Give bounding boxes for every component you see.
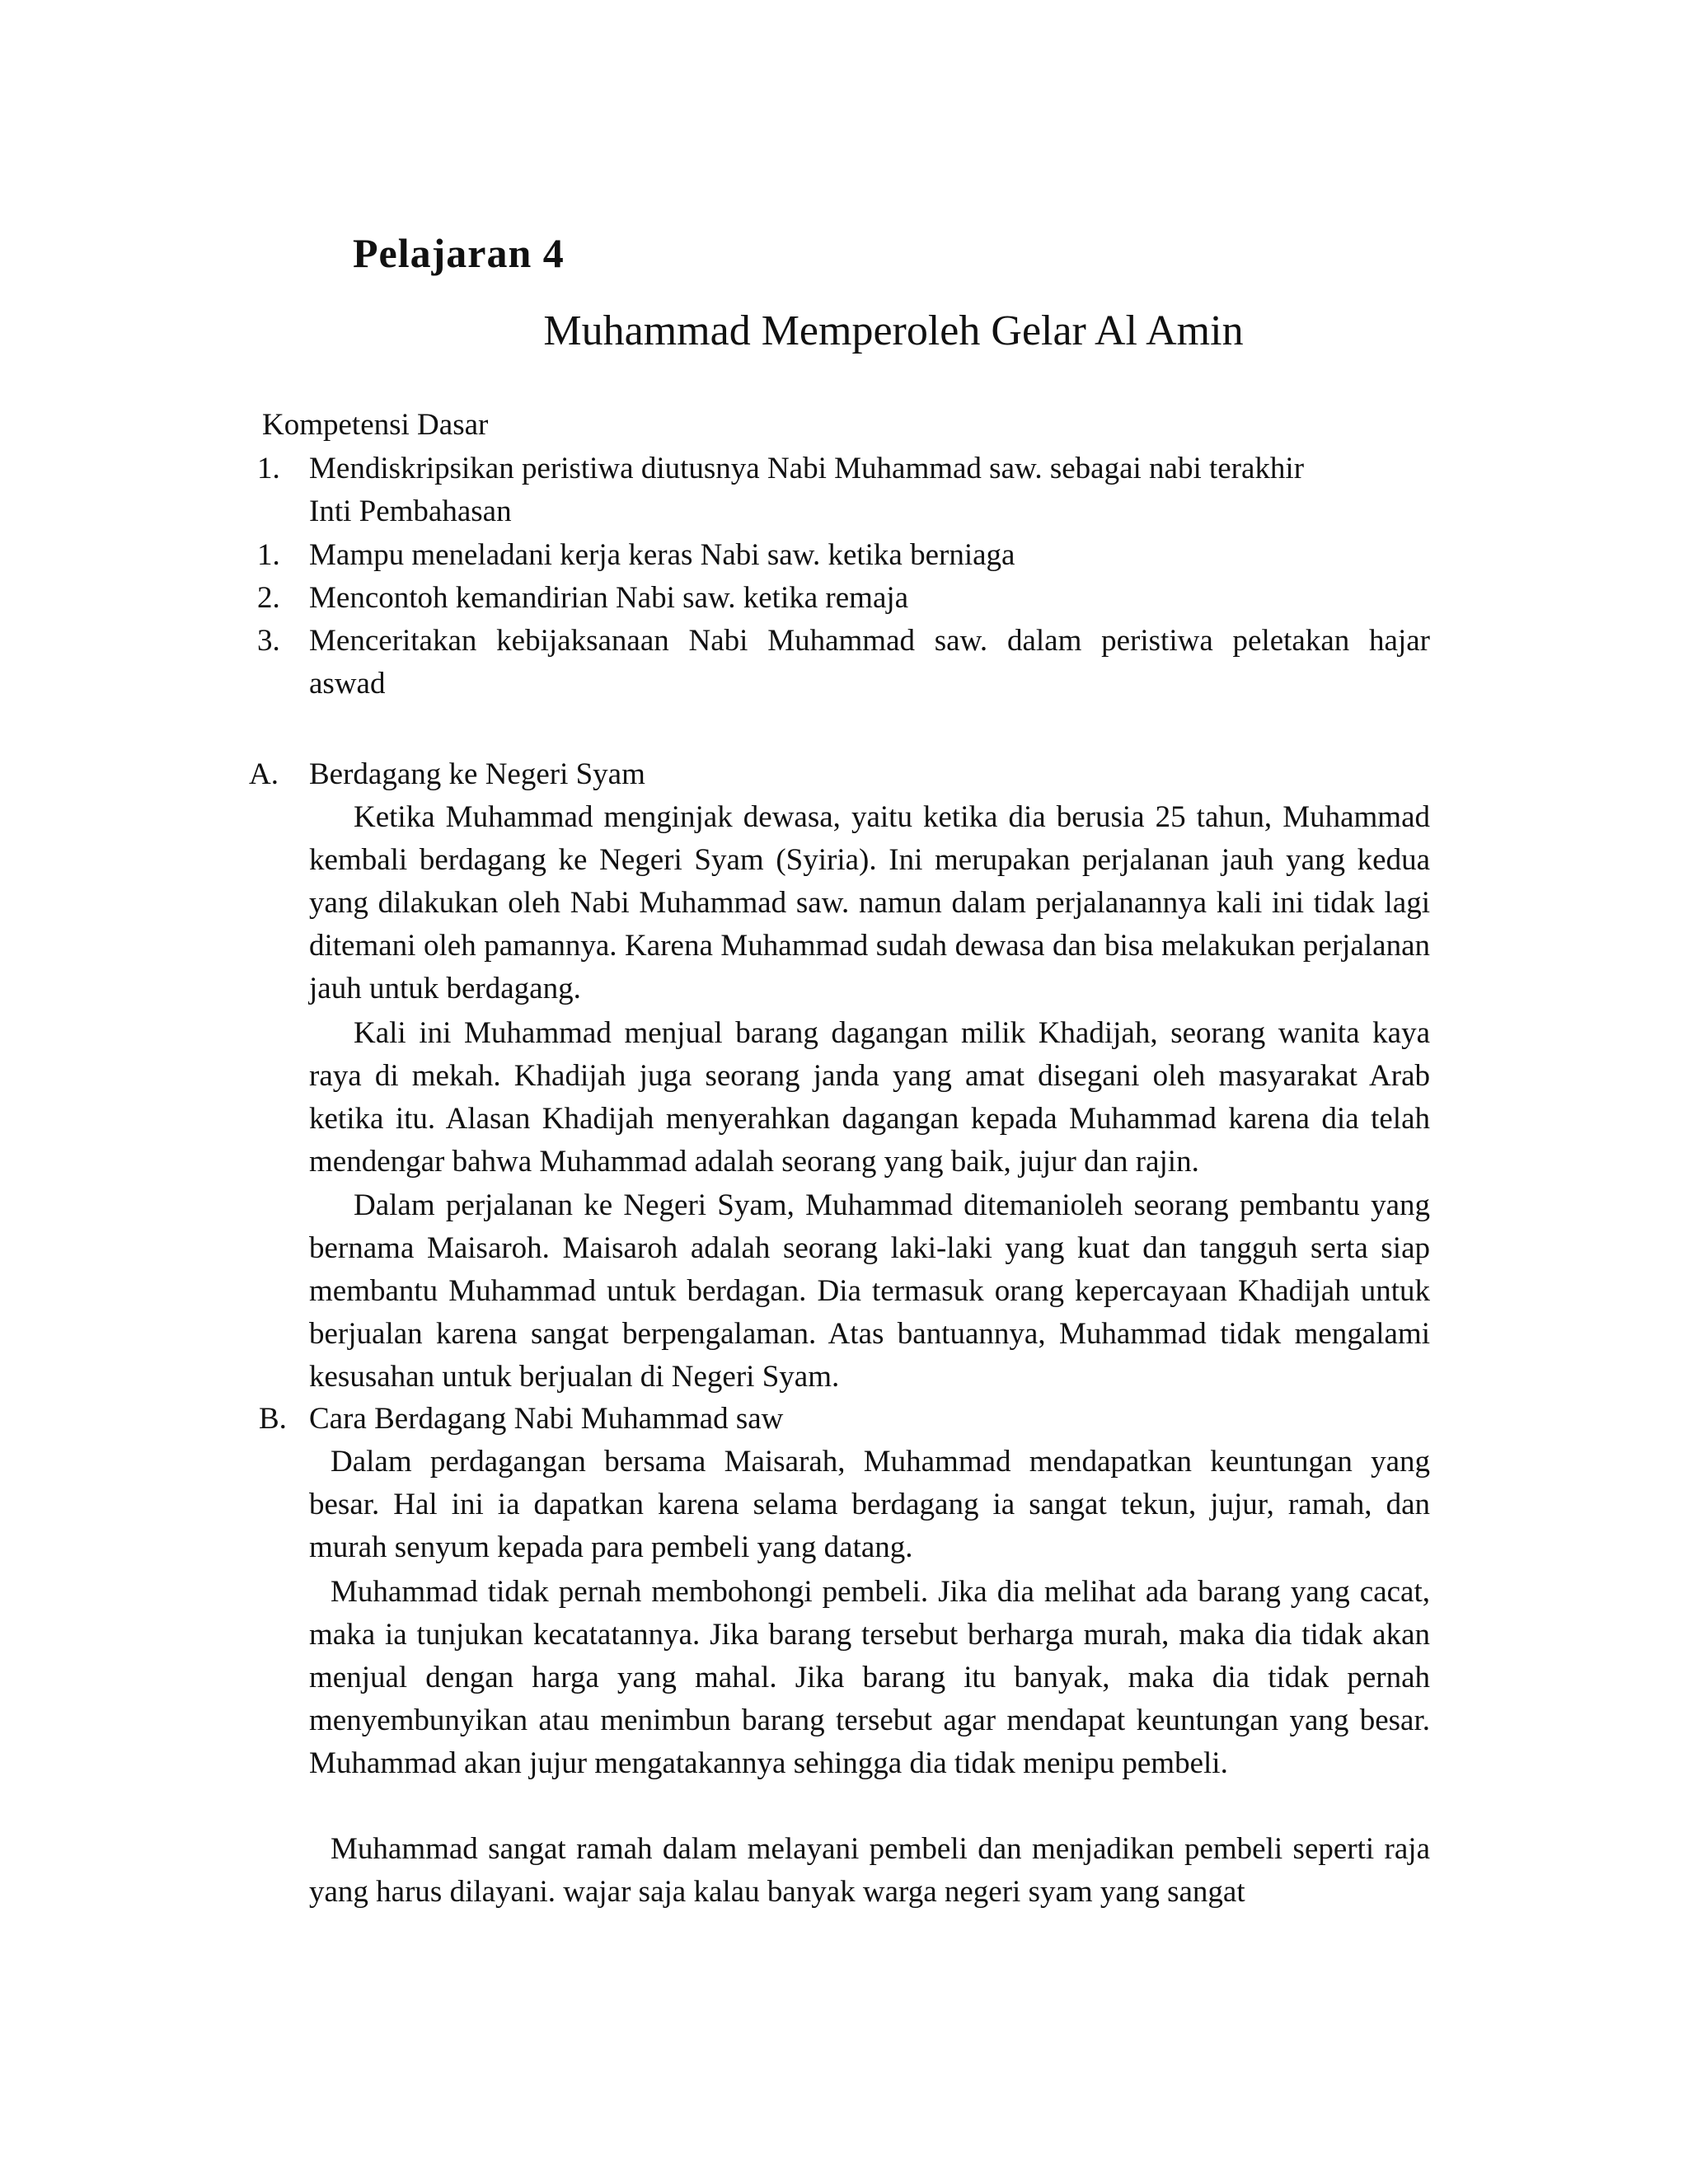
kompetensi-dasar-label: Kompetensi Dasar bbox=[262, 408, 489, 442]
inti-pembahasan-label: Inti Pembahasan bbox=[309, 494, 512, 528]
list-item-text: Mendiskripsikan peristiwa diutusnya Nabi Muhammad saw. sebagai nabi terakhir bbox=[309, 452, 1305, 485]
list-item-continuation bbox=[0, 663, 1688, 705]
section-a-letter: A. bbox=[249, 757, 279, 791]
section-a-paragraph-3: Dalam perjalanan ke Negeri Syam, Muhammad ditemanioleh seorang pembantu yang bernama Maisaroh. Maisaroh adalah seorang laki-laki yang kuat dan tangguh serta siap membantu Muhammad untuk berdagan. Dia termasuk orang kepercayaan Khadijah untuk berjualan karena sangat berpengalaman. Atas bantuannya, Muhammad tidak mengalami kesusahan untuk berjualan di Negeri Syam. bbox=[309, 1188, 1430, 1394]
list-item-text: Mencontoh kemandirian Nabi saw. ketika remaja bbox=[309, 581, 909, 615]
section-b-paragraph-3: Muhammad sangat ramah dalam melayani pembeli dan menjadikan pembeli seperti raja yang harus dilayani. wajar saja kalau banyak warga negeri syam yang sangat bbox=[309, 1832, 1430, 1909]
list-item bbox=[0, 577, 1688, 620]
section-a-title: Berdagang ke Negeri Syam bbox=[309, 757, 645, 791]
section-a-paragraph-2: Kali ini Muhammad menjual barang dagangan milik Khadijah, seorang wanita kaya raya di mekah. Khadijah juga seorang janda yang amat disegani oleh masyarakat Arab ketika itu. Alasan Khadijah menyerahkan dagangan kepada Muhammad karena dia telah mendengar bahwa Muhammad adalah seorang yang baik, jujur dan rajin. bbox=[309, 1016, 1430, 1179]
list-item-text: Mampu meneladani kerja keras Nabi saw. ketika berniaga bbox=[309, 538, 1015, 572]
page-title: Muhammad Memperoleh Gelar Al Amin bbox=[543, 307, 1244, 354]
list-item-number: 1. bbox=[257, 452, 280, 485]
lesson-label: Pelajaran 4 bbox=[353, 230, 565, 276]
list-item bbox=[0, 448, 1688, 490]
list-item-number: 2. bbox=[257, 581, 280, 615]
list-item-number: 3. bbox=[257, 624, 280, 658]
section-b-letter: B. bbox=[259, 1402, 287, 1436]
list-item bbox=[0, 620, 1688, 663]
section-a-paragraph-1: Ketika Muhammad menginjak dewasa, yaitu ketika dia berusia 25 tahun, Muhammad kembali berdagang ke Negeri Syam (Syiria). Ini merupakan perjalanan jauh yang kedua yang dilakukan oleh Nabi Muhammad saw. namun dalam perjalanannya kali ini tidak lagi ditemani oleh pamannya. Karena Muhammad sudah dewasa dan bisa melakukan perjalanan jauh untuk berdagang. bbox=[309, 800, 1430, 1005]
list-item bbox=[0, 534, 1688, 577]
section-b-paragraph-1: Dalam perdagangan bersama Maisarah, Muhammad mendapatkan keuntungan yang besar. Hal ini ia dapatkan karena selama berdagang ia sangat tekun, jujur, ramah, dan murah senyum kepada para pembeli yang datang. bbox=[309, 1445, 1430, 1564]
section-b-paragraph-2: Muhammad tidak pernah membohongi pembeli. Jika dia melihat ada barang yang cacat, maka ia tunjukan kecatatannya. Jika barang tersebut berharga murah, maka dia tidak akan menjual dengan harga yang mahal. Jika barang itu banyak, maka dia tidak pernah menyembunyikan atau menimbun barang tersebut agar mendapat keuntungan yang besar. Muhammad akan jujur mengatakannya sehingga dia tidak menipu pembeli. bbox=[309, 1575, 1430, 1780]
list-item-text: Menceritakan kebijaksanaan Nabi Muhammad saw. dalam peristiwa peletakan hajar bbox=[309, 624, 1430, 658]
list-item-text-continuation: aswad bbox=[309, 667, 386, 701]
section-b-title: Cara Berdagang Nabi Muhammad saw bbox=[309, 1402, 784, 1436]
list-item-number: 1. bbox=[257, 538, 280, 572]
